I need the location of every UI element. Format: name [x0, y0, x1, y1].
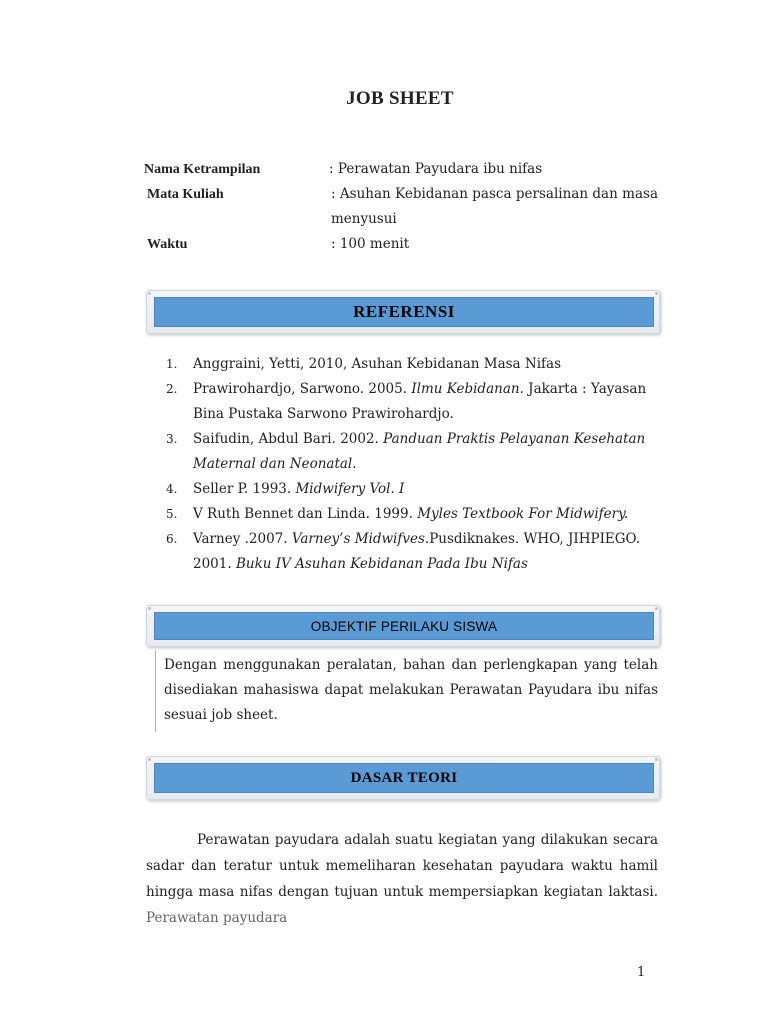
course-label: Mata Kuliah [147, 187, 224, 202]
list-item: 2. Prawirohardjo, Sarwono. 2005. Ilmu Kebidanan. Jakarta : Yayasan Bina Pustaka Sarwono Prawirohardjo. [166, 381, 647, 422]
theory-heading: DASAR TEORI [154, 763, 654, 793]
skill-value: : Perawatan Payudara ibu nifas [329, 161, 543, 177]
list-item: 5. V Ruth Bennet dan Linda. 1999. Myles Textbook For Midwifery. [166, 506, 629, 522]
list-item: 6. Varney .2007. Varney’s Midwifves.Pusdiknakes. WHO, JIHPIEGO. 2001. Buku IV Asuhan Kebidanan Pada Ibu Nifas [166, 531, 641, 572]
course-value: : Asuhan Kebidanan pasca persalinan dan masa menyusui [331, 186, 658, 227]
list-item: 3. Saifudin, Abdul Bari. 2002. Panduan Praktis Pelayanan Kesehatan Maternal dan Neonatal. [166, 431, 646, 472]
theory-banner [146, 756, 660, 800]
objective-heading: OBJEKTIF PERILAKU SISWA [154, 612, 654, 640]
references-heading: REFERENSI [154, 297, 654, 327]
time-value: : 100 menit [331, 236, 410, 252]
objective-banner [146, 605, 660, 647]
references-banner [146, 290, 660, 334]
reference-list [166, 352, 666, 577]
objective-divider [155, 650, 156, 732]
page-number: 1 [637, 965, 646, 980]
list-item: 1. Anggraini, Yetti, 2010, Asuhan Kebidanan Masa Nifas [166, 356, 561, 372]
skill-label: Nama Ketrampilan [144, 162, 261, 177]
list-item: 4. Seller P. 1993. Midwifery Vol. I [166, 481, 405, 497]
objective-text: Dengan menggunakan peralatan, bahan dan perlengkapan yang telah disediakan mahasiswa dapat melakukan Perawatan Payudara ibu nifas sesuai job sheet. [164, 657, 658, 723]
page-title: JOB SHEET [346, 88, 454, 109]
theory-paragraph: Perawatan payudara adalah suatu kegiatan yang dilakukan secara sadar dan teratur untuk memeliharan kesehatan payudara waktu hamil hingga masa nifas dengan tujuan untuk mempersiapkan kegiatan laktasi. Perawatan payudara [146, 832, 658, 926]
time-label: Waktu [147, 237, 188, 252]
